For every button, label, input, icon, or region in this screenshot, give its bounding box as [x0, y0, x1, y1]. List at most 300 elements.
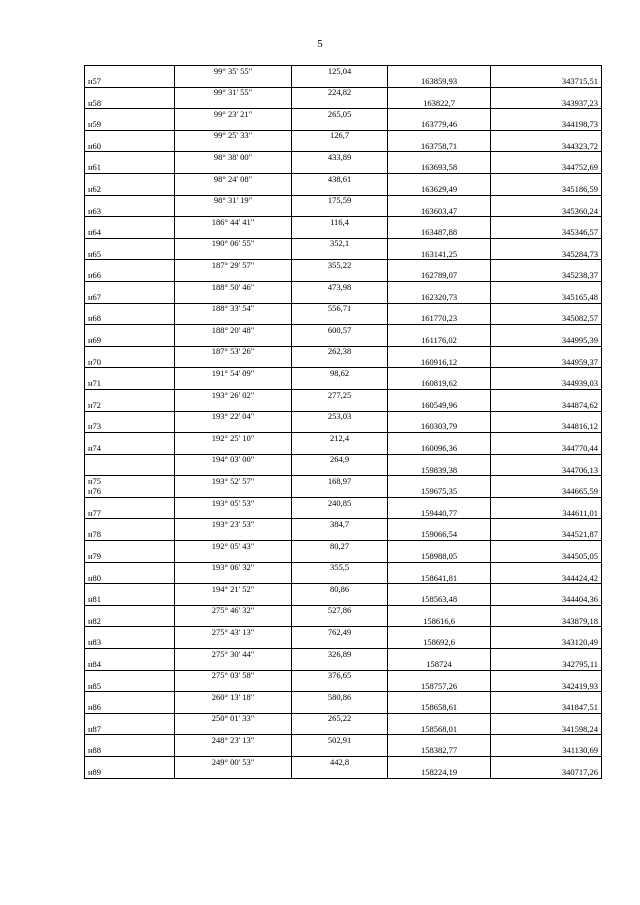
- x-coordinate-cell: 158563,48: [388, 595, 491, 606]
- point-name-cell: н73: [85, 422, 175, 433]
- point-name-cell: н74: [85, 443, 175, 454]
- distance-cell: [292, 659, 388, 670]
- point-name-cell: [85, 303, 175, 314]
- x-coordinate-cell: [388, 562, 491, 573]
- y-coordinate-cell: 345284,73: [491, 249, 602, 260]
- point-name-cell: н71: [85, 379, 175, 390]
- x-coordinate-cell: 163629,49: [388, 184, 491, 195]
- x-coordinate-cell: [388, 346, 491, 357]
- distance-cell: 326,89: [292, 649, 388, 660]
- y-coordinate-cell: [491, 519, 602, 530]
- x-coordinate-cell: [388, 476, 491, 487]
- y-coordinate-cell: 345082,57: [491, 314, 602, 325]
- y-coordinate-cell: [491, 713, 602, 724]
- x-coordinate-cell: [388, 260, 491, 271]
- table-row: [85, 605, 602, 616]
- table-row: [85, 249, 602, 260]
- direction-angle-cell: 99° 31' 55": [175, 87, 292, 98]
- distance-cell: [292, 163, 388, 174]
- point-name-cell: [85, 713, 175, 724]
- x-coordinate-cell: [388, 87, 491, 98]
- direction-angle-cell: 192° 25' 10": [175, 433, 292, 444]
- table-row: [85, 119, 602, 130]
- y-coordinate-cell: [491, 281, 602, 292]
- direction-angle-cell: 99° 35' 55": [175, 66, 292, 77]
- direction-angle-cell: 187° 29' 57": [175, 260, 292, 271]
- direction-angle-cell: 99° 25' 33": [175, 130, 292, 141]
- distance-cell: [292, 400, 388, 411]
- point-name-cell: [85, 465, 175, 476]
- table-row: [85, 357, 602, 368]
- x-coordinate-cell: 158724: [388, 659, 491, 670]
- y-coordinate-cell: 344706,13: [491, 465, 602, 476]
- distance-cell: 212,4: [292, 433, 388, 444]
- distance-cell: [292, 487, 388, 498]
- x-coordinate-cell: 159440,77: [388, 508, 491, 519]
- y-coordinate-cell: 341847,51: [491, 703, 602, 714]
- x-coordinate-cell: [388, 454, 491, 465]
- point-name-cell: н85: [85, 681, 175, 692]
- direction-angle-cell: 250° 01' 33": [175, 713, 292, 724]
- direction-angle-cell: 193° 05' 53": [175, 497, 292, 508]
- table-row: [85, 551, 602, 562]
- distance-cell: [292, 703, 388, 714]
- direction-angle-cell: 193° 52' 57": [175, 476, 292, 487]
- distance-cell: 473,98: [292, 281, 388, 292]
- direction-angle-cell: [175, 76, 292, 87]
- x-coordinate-cell: [388, 757, 491, 768]
- point-name-cell: н84: [85, 659, 175, 670]
- direction-angle-cell: [175, 465, 292, 476]
- distance-cell: [292, 595, 388, 606]
- direction-angle-cell: [175, 422, 292, 433]
- table-row: [85, 303, 602, 314]
- x-coordinate-cell: 161176,02: [388, 335, 491, 346]
- point-name-cell: [85, 173, 175, 184]
- direction-angle-cell: 194° 03' 00": [175, 454, 292, 465]
- table-row: [85, 227, 602, 238]
- x-coordinate-cell: [388, 692, 491, 703]
- distance-cell: [292, 530, 388, 541]
- y-coordinate-cell: 345346,57: [491, 227, 602, 238]
- x-coordinate-cell: [388, 238, 491, 249]
- distance-cell: [292, 314, 388, 325]
- table-row: [85, 238, 602, 249]
- direction-angle-cell: [175, 119, 292, 130]
- table-row: [85, 217, 602, 228]
- direction-angle-cell: [175, 551, 292, 562]
- table-row: [85, 130, 602, 141]
- direction-angle-cell: [175, 595, 292, 606]
- direction-angle-cell: [175, 184, 292, 195]
- x-coordinate-cell: 158658,61: [388, 703, 491, 714]
- point-name-cell: н70: [85, 357, 175, 368]
- table-row: [85, 195, 602, 206]
- y-coordinate-cell: 341130,69: [491, 746, 602, 757]
- distance-cell: 355,5: [292, 562, 388, 573]
- direction-angle-cell: 193° 22' 04": [175, 411, 292, 422]
- x-coordinate-cell: [388, 497, 491, 508]
- direction-angle-cell: [175, 616, 292, 627]
- x-coordinate-cell: [388, 541, 491, 552]
- y-coordinate-cell: [491, 692, 602, 703]
- point-name-cell: н82: [85, 616, 175, 627]
- direction-angle-cell: [175, 141, 292, 152]
- y-coordinate-cell: 342795,11: [491, 659, 602, 670]
- distance-cell: 262,38: [292, 346, 388, 357]
- x-coordinate-cell: [388, 303, 491, 314]
- y-coordinate-cell: 344995,39: [491, 335, 602, 346]
- y-coordinate-cell: 344521,87: [491, 530, 602, 541]
- point-name-cell: н61: [85, 163, 175, 174]
- distance-cell: [292, 465, 388, 476]
- direction-angle-cell: 275° 46' 32": [175, 605, 292, 616]
- y-coordinate-cell: [491, 605, 602, 616]
- direction-angle-cell: 190° 06' 55": [175, 238, 292, 249]
- table-row: [85, 497, 602, 508]
- direction-angle-cell: [175, 659, 292, 670]
- point-name-cell: [85, 757, 175, 768]
- table-row: [85, 562, 602, 573]
- y-coordinate-cell: 344752,69: [491, 163, 602, 174]
- x-coordinate-cell: 160096,36: [388, 443, 491, 454]
- y-coordinate-cell: 344665,59: [491, 487, 602, 498]
- table-row: [85, 573, 602, 584]
- table-row: [85, 76, 602, 87]
- point-name-cell: [85, 735, 175, 746]
- x-coordinate-cell: 158757,26: [388, 681, 491, 692]
- direction-angle-cell: [175, 746, 292, 757]
- x-coordinate-cell: [388, 368, 491, 379]
- distance-cell: [292, 379, 388, 390]
- direction-angle-cell: [175, 767, 292, 778]
- point-name-cell: [85, 325, 175, 336]
- direction-angle-cell: [175, 487, 292, 498]
- y-coordinate-cell: [491, 303, 602, 314]
- distance-cell: 502,91: [292, 735, 388, 746]
- point-name-cell: [85, 562, 175, 573]
- table-row: [85, 325, 602, 336]
- point-name-cell: [85, 605, 175, 616]
- y-coordinate-cell: 344939,03: [491, 379, 602, 390]
- x-coordinate-cell: 162789,07: [388, 271, 491, 282]
- x-coordinate-cell: [388, 584, 491, 595]
- direction-angle-cell: 194° 21' 52": [175, 584, 292, 595]
- point-name-cell: [85, 541, 175, 552]
- point-name-cell: [85, 87, 175, 98]
- distance-cell: 277,25: [292, 389, 388, 400]
- table-row: [85, 109, 602, 120]
- table-row: [85, 692, 602, 703]
- distance-cell: 264,9: [292, 454, 388, 465]
- x-coordinate-cell: 163487,88: [388, 227, 491, 238]
- direction-angle-cell: 260° 13' 18": [175, 692, 292, 703]
- x-coordinate-cell: 158988,05: [388, 551, 491, 562]
- distance-cell: 265,22: [292, 713, 388, 724]
- table-row: [85, 152, 602, 163]
- distance-cell: 355,22: [292, 260, 388, 271]
- table-row: [85, 379, 602, 390]
- direction-angle-cell: [175, 573, 292, 584]
- direction-angle-cell: [175, 530, 292, 541]
- distance-cell: [292, 508, 388, 519]
- point-name-cell: [85, 109, 175, 120]
- y-coordinate-cell: 344816,12: [491, 422, 602, 433]
- y-coordinate-cell: [491, 454, 602, 465]
- y-coordinate-cell: 343937,23: [491, 98, 602, 109]
- table-row: [85, 487, 602, 498]
- point-name-cell: [85, 497, 175, 508]
- point-name-cell: н65: [85, 249, 175, 260]
- x-coordinate-cell: 163779,46: [388, 119, 491, 130]
- x-coordinate-cell: [388, 519, 491, 530]
- point-name-cell: н69: [85, 335, 175, 346]
- table-row: [85, 141, 602, 152]
- y-coordinate-cell: 341598,24: [491, 724, 602, 735]
- y-coordinate-cell: 344198,73: [491, 119, 602, 130]
- y-coordinate-cell: 344959,37: [491, 357, 602, 368]
- table-row: [85, 724, 602, 735]
- table-row: [85, 735, 602, 746]
- y-coordinate-cell: 343715,51: [491, 76, 602, 87]
- direction-angle-cell: 188° 33' 54": [175, 303, 292, 314]
- table-row: [85, 389, 602, 400]
- x-coordinate-cell: [388, 411, 491, 422]
- direction-angle-cell: [175, 400, 292, 411]
- distance-cell: 98,62: [292, 368, 388, 379]
- x-coordinate-cell: 161770,23: [388, 314, 491, 325]
- x-coordinate-cell: [388, 152, 491, 163]
- point-name-cell: н80: [85, 573, 175, 584]
- distance-cell: [292, 767, 388, 778]
- x-coordinate-cell: 159066,54: [388, 530, 491, 541]
- table-row: [85, 206, 602, 217]
- page-number: 5: [317, 38, 323, 50]
- direction-angle-cell: [175, 724, 292, 735]
- direction-angle-cell: [175, 508, 292, 519]
- distance-cell: [292, 76, 388, 87]
- y-coordinate-cell: 344505,05: [491, 551, 602, 562]
- direction-angle-cell: [175, 163, 292, 174]
- direction-angle-cell: 193° 23' 53": [175, 519, 292, 530]
- direction-angle-cell: 275° 03' 58": [175, 670, 292, 681]
- table-row: [85, 260, 602, 271]
- point-name-cell: [85, 368, 175, 379]
- x-coordinate-cell: 163859,93: [388, 76, 491, 87]
- x-coordinate-cell: [388, 713, 491, 724]
- distance-cell: 80,86: [292, 584, 388, 595]
- direction-angle-cell: 98° 31' 19": [175, 195, 292, 206]
- point-name-cell: [85, 152, 175, 163]
- distance-cell: 253,03: [292, 411, 388, 422]
- distance-cell: [292, 249, 388, 260]
- distance-cell: [292, 551, 388, 562]
- point-name-cell: н76: [85, 487, 175, 498]
- y-coordinate-cell: 345165,48: [491, 292, 602, 303]
- point-name-cell: н77: [85, 508, 175, 519]
- point-name-cell: [85, 195, 175, 206]
- direction-angle-cell: [175, 379, 292, 390]
- distance-cell: 125,04: [292, 66, 388, 77]
- direction-angle-cell: [175, 314, 292, 325]
- direction-angle-cell: 188° 20' 48": [175, 325, 292, 336]
- point-name-cell: [85, 238, 175, 249]
- direction-angle-cell: [175, 249, 292, 260]
- point-name-cell: н60: [85, 141, 175, 152]
- distance-cell: [292, 616, 388, 627]
- table-row: [85, 173, 602, 184]
- direction-angle-cell: 98° 38' 00": [175, 152, 292, 163]
- point-name-cell: н58: [85, 98, 175, 109]
- x-coordinate-cell: [388, 281, 491, 292]
- distance-cell: [292, 724, 388, 735]
- point-name-cell: [85, 260, 175, 271]
- y-coordinate-cell: [491, 476, 602, 487]
- x-coordinate-cell: 158382,77: [388, 746, 491, 757]
- x-coordinate-cell: [388, 627, 491, 638]
- y-coordinate-cell: [491, 173, 602, 184]
- x-coordinate-cell: [388, 670, 491, 681]
- y-coordinate-cell: 340717,26: [491, 767, 602, 778]
- distance-cell: 352,1: [292, 238, 388, 249]
- point-name-cell: [85, 433, 175, 444]
- y-coordinate-cell: 345186,59: [491, 184, 602, 195]
- direction-angle-cell: 248° 23' 13": [175, 735, 292, 746]
- distance-cell: [292, 292, 388, 303]
- y-coordinate-cell: [491, 109, 602, 120]
- table-row: [85, 757, 602, 768]
- direction-angle-cell: 192° 05' 43": [175, 541, 292, 552]
- x-coordinate-cell: 163822,7: [388, 98, 491, 109]
- table-row: [85, 627, 602, 638]
- y-coordinate-cell: [491, 389, 602, 400]
- distance-cell: 438,61: [292, 173, 388, 184]
- table-row: [85, 713, 602, 724]
- table-row: [85, 368, 602, 379]
- x-coordinate-cell: 160549,96: [388, 400, 491, 411]
- y-coordinate-cell: 344404,36: [491, 595, 602, 606]
- distance-cell: [292, 573, 388, 584]
- y-coordinate-cell: 342419,93: [491, 681, 602, 692]
- y-coordinate-cell: [491, 195, 602, 206]
- y-coordinate-cell: [491, 433, 602, 444]
- y-coordinate-cell: [491, 238, 602, 249]
- table-row: [85, 746, 602, 757]
- table-row: [85, 767, 602, 778]
- distance-cell: 126,7: [292, 130, 388, 141]
- coordinates-table: [84, 65, 602, 779]
- x-coordinate-cell: [388, 195, 491, 206]
- distance-cell: 433,89: [292, 152, 388, 163]
- direction-angle-cell: 186° 44' 41": [175, 217, 292, 228]
- table-row: [85, 519, 602, 530]
- table-row: [85, 184, 602, 195]
- distance-cell: 600,57: [292, 325, 388, 336]
- point-name-cell: н59: [85, 119, 175, 130]
- distance-cell: 376,65: [292, 670, 388, 681]
- direction-angle-cell: [175, 703, 292, 714]
- y-coordinate-cell: [491, 584, 602, 595]
- x-coordinate-cell: [388, 735, 491, 746]
- direction-angle-cell: [175, 335, 292, 346]
- y-coordinate-cell: [491, 152, 602, 163]
- table-row: [85, 616, 602, 627]
- table-row: [85, 400, 602, 411]
- point-name-cell: н64: [85, 227, 175, 238]
- direction-angle-cell: [175, 681, 292, 692]
- point-name-cell: [85, 389, 175, 400]
- x-coordinate-cell: 163603,47: [388, 206, 491, 217]
- direction-angle-cell: 98° 24' 08": [175, 173, 292, 184]
- direction-angle-cell: [175, 443, 292, 454]
- direction-angle-cell: [175, 357, 292, 368]
- y-coordinate-cell: 345360,24: [491, 206, 602, 217]
- y-coordinate-cell: [491, 130, 602, 141]
- point-name-cell: н79: [85, 551, 175, 562]
- table-row: [85, 443, 602, 454]
- y-coordinate-cell: 344611,01: [491, 508, 602, 519]
- point-name-cell: [85, 454, 175, 465]
- y-coordinate-cell: [491, 497, 602, 508]
- distance-cell: [292, 638, 388, 649]
- table-row: [85, 508, 602, 519]
- point-name-cell: н67: [85, 292, 175, 303]
- x-coordinate-cell: [388, 605, 491, 616]
- x-coordinate-cell: 159839,38: [388, 465, 491, 476]
- point-name-cell: н81: [85, 595, 175, 606]
- direction-angle-cell: 193° 06' 32": [175, 562, 292, 573]
- distance-cell: [292, 206, 388, 217]
- y-coordinate-cell: [491, 260, 602, 271]
- table-row: [85, 314, 602, 325]
- x-coordinate-cell: 158692,6: [388, 638, 491, 649]
- point-name-cell: н89: [85, 767, 175, 778]
- point-name-cell: [85, 670, 175, 681]
- table-row: [85, 703, 602, 714]
- point-name-cell: [85, 584, 175, 595]
- direction-angle-cell: [175, 98, 292, 109]
- x-coordinate-cell: 158641,81: [388, 573, 491, 584]
- y-coordinate-cell: [491, 411, 602, 422]
- x-coordinate-cell: [388, 173, 491, 184]
- direction-angle-cell: 187° 53' 26": [175, 346, 292, 357]
- coordinates-table-body: [85, 66, 602, 779]
- point-name-cell: н88: [85, 746, 175, 757]
- x-coordinate-cell: 163693,58: [388, 163, 491, 174]
- direction-angle-cell: [175, 206, 292, 217]
- y-coordinate-cell: [491, 66, 602, 77]
- table-row: [85, 163, 602, 174]
- point-name-cell: [85, 281, 175, 292]
- table-row: [85, 271, 602, 282]
- point-name-cell: н62: [85, 184, 175, 195]
- distance-cell: 527,86: [292, 605, 388, 616]
- x-coordinate-cell: [388, 217, 491, 228]
- distance-cell: [292, 141, 388, 152]
- point-name-cell: н83: [85, 638, 175, 649]
- table-row: [85, 659, 602, 670]
- point-name-cell: [85, 130, 175, 141]
- direction-angle-cell: [175, 271, 292, 282]
- table-row: [85, 98, 602, 109]
- distance-cell: 442,8: [292, 757, 388, 768]
- table-row: [85, 433, 602, 444]
- distance-cell: [292, 422, 388, 433]
- distance-cell: 116,4: [292, 217, 388, 228]
- point-name-cell: [85, 411, 175, 422]
- x-coordinate-cell: 158224,19: [388, 767, 491, 778]
- direction-angle-cell: 188° 50' 46": [175, 281, 292, 292]
